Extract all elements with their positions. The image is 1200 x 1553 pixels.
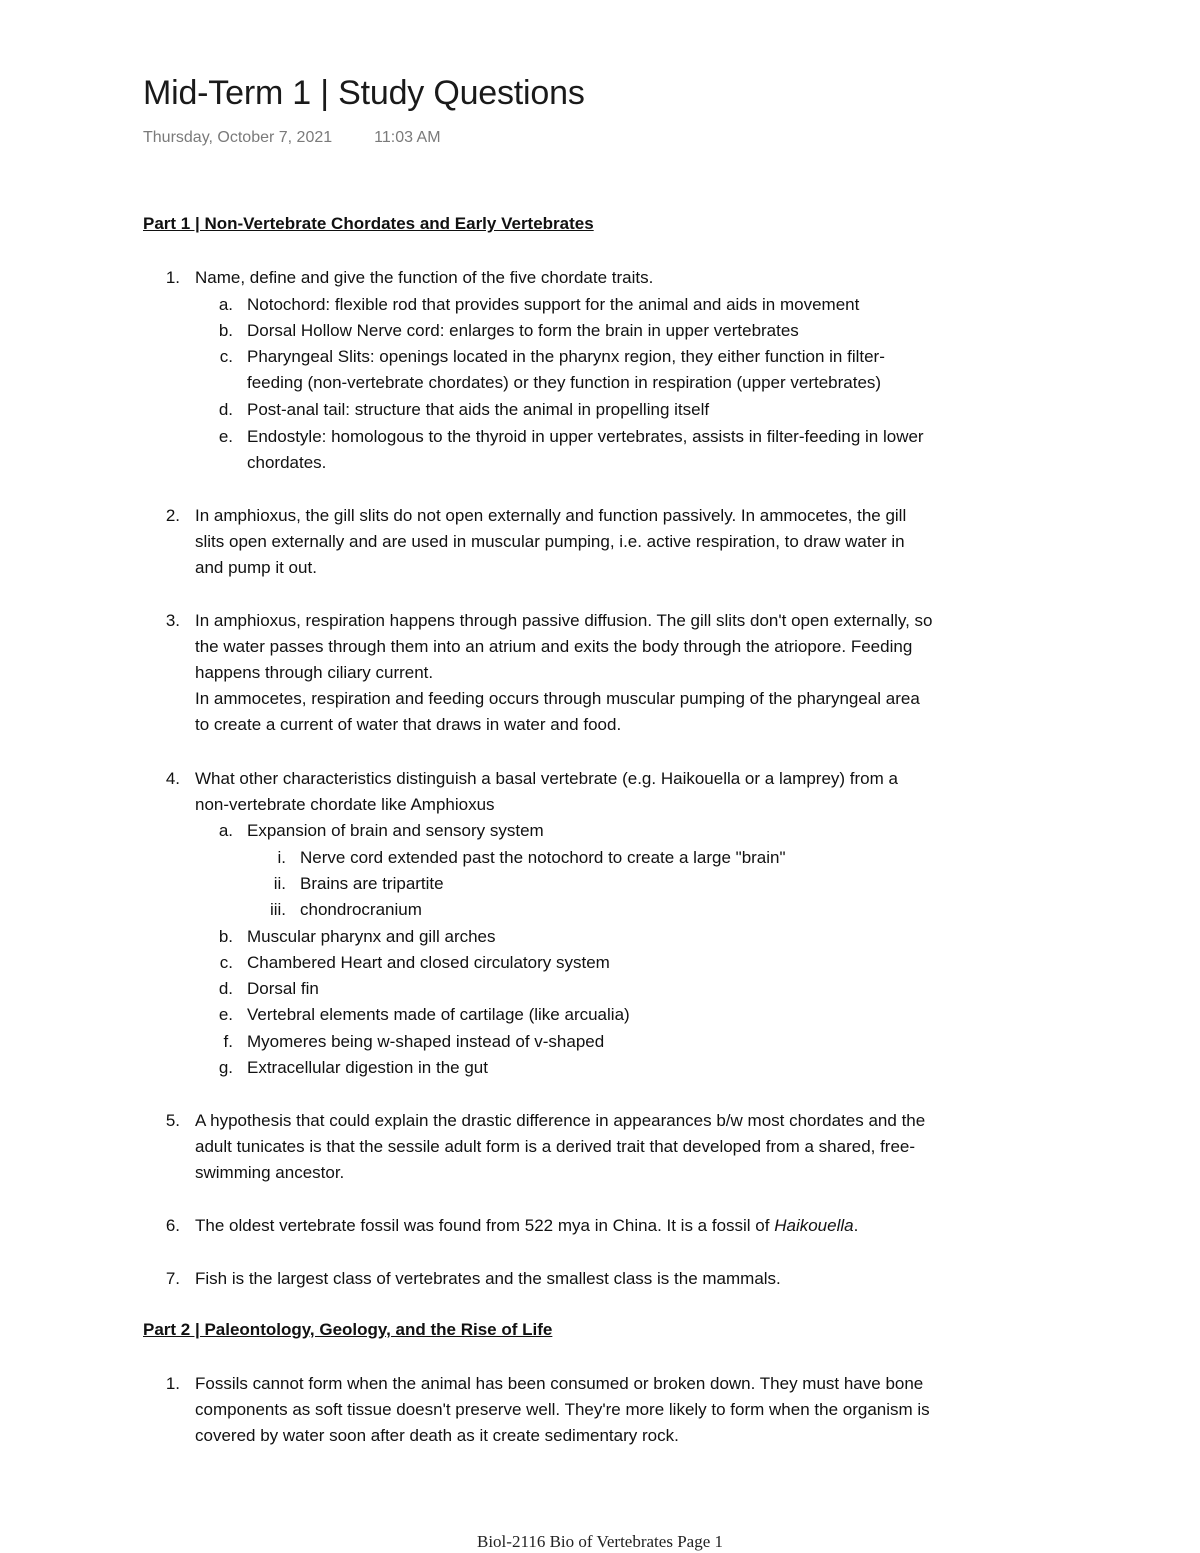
list-marker: b.: [218, 321, 233, 340]
answer-text: adult tunicates is that the sessile adult form is a derived trait that developed from a shared, free-: [195, 1137, 916, 1156]
list-item-text: chondrocranium: [300, 900, 422, 919]
list-item-text: Notochord: flexible rod that provides support for the animal and aids in movement: [247, 295, 860, 314]
list-marker: iii.: [269, 900, 286, 919]
list-marker: e.: [218, 427, 233, 446]
answer-text: Fossils cannot form when the animal has been consumed or broken down. They must have bone: [195, 1374, 924, 1393]
list-number: 1.: [165, 1374, 180, 1393]
answer-text: slits open externally and are used in muscular pumping, i.e. active respiration, to draw water in: [195, 532, 905, 551]
list-marker: g.: [218, 1058, 233, 1077]
list-item-text: Brains are tripartite: [300, 874, 444, 893]
answer-text: [195, 1213, 858, 1239]
list-marker: d.: [218, 979, 233, 998]
species-name: Haikouella: [774, 1216, 854, 1235]
list-item-text: Dorsal Hollow Nerve cord: enlarges to form the brain in upper vertebrates: [247, 321, 799, 340]
list-marker: e.: [218, 1005, 233, 1024]
answer-text: Fish is the largest class of vertebrates and the smallest class is the mammals.: [195, 1269, 781, 1288]
part2-heading: Part 2 | Paleontology, Geology, and the Rise of Life: [143, 1320, 553, 1339]
answer-text: swimming ancestor.: [195, 1163, 345, 1182]
answer-text: In amphioxus, the gill slits do not open externally and function passively. In ammocetes, the gill: [195, 506, 907, 525]
answer-text: components as soft tissue doesn't preserve well. They're more likely to form when the organism is: [195, 1400, 930, 1419]
list-item-text: Extracellular digestion in the gut: [247, 1058, 488, 1077]
page-title: Mid-Term 1 | Study Questions: [143, 74, 585, 112]
list-item-text: Nerve cord extended past the notochord to create a large "brain": [300, 848, 786, 867]
list-number: 1.: [165, 268, 180, 287]
list-item-text: Dorsal fin: [247, 979, 319, 998]
list-marker: a.: [218, 295, 233, 314]
list-marker: a.: [218, 821, 233, 840]
answer-text: In amphioxus, respiration happens through passive diffusion. The gill slits don't open externally, so: [195, 611, 933, 630]
list-marker: f.: [223, 1032, 233, 1051]
list-item-text: Pharyngeal Slits: openings located in the pharynx region, they either function in filter-: [247, 347, 885, 366]
question-text: Name, define and give the function of the five chordate traits.: [195, 268, 654, 287]
list-item-text: Chambered Heart and closed circulatory system: [247, 953, 610, 972]
list-number: 7.: [165, 1269, 180, 1288]
list-marker: ii.: [273, 874, 286, 893]
list-item-text: Myomeres being w-shaped instead of v-shaped: [247, 1032, 605, 1051]
list-marker: b.: [218, 927, 233, 946]
list-item-text: chordates.: [247, 453, 327, 472]
answer-text: happens through ciliary current.: [195, 663, 434, 682]
list-item-text: Post-anal tail: structure that aids the animal in propelling itself: [247, 400, 710, 419]
list-number: 6.: [165, 1216, 180, 1235]
page-meta: [143, 129, 441, 147]
question-text: non-vertebrate chordate like Amphioxus: [195, 795, 495, 814]
answer-text: to create a current of water that draws in water and food.: [195, 715, 622, 734]
list-marker: d.: [218, 400, 233, 419]
page-footer: Biol-2116 Bio of Vertebrates Page 1: [477, 1532, 723, 1551]
list-item-text: feeding (non-vertebrate chordates) or they function in respiration (upper vertebrates): [247, 373, 882, 392]
answer-text: the water passes through them into an atrium and exits the body through the atriopore. Feeding: [195, 637, 913, 656]
list-marker: c.: [219, 953, 233, 972]
answer-text: In ammocetes, respiration and feeding occurs through muscular pumping of the pharyngeal area: [195, 689, 920, 708]
list-item-text: Expansion of brain and sensory system: [247, 821, 544, 840]
page-time: 11:03 AM: [374, 129, 441, 146]
answer-text: covered by water soon after death as it create sedimentary rock.: [195, 1426, 679, 1445]
answer-text-end: .: [853, 1216, 859, 1235]
answer-text: and pump it out.: [195, 558, 317, 577]
list-marker: i.: [277, 848, 286, 867]
list-item-text: Endostyle: homologous to the thyroid in upper vertebrates, assists in filter-feeding in lower: [247, 427, 924, 446]
part1-heading: Part 1 | Non-Vertebrate Chordates and Early Vertebrates: [143, 214, 594, 233]
list-item-text: Vertebral elements made of cartilage (like arcualia): [247, 1005, 630, 1024]
list-number: 5.: [165, 1111, 180, 1130]
page-date: Thursday, October 7, 2021: [143, 129, 333, 146]
answer-text-main: The oldest vertebrate fossil was found from 522 mya in China. It is a fossil of: [195, 1216, 775, 1235]
list-number: 3.: [165, 611, 180, 630]
list-number: 2.: [165, 506, 180, 525]
list-item-text: Muscular pharynx and gill arches: [247, 927, 496, 946]
answer-text: A hypothesis that could explain the drastic difference in appearances b/w most chordates and the: [195, 1111, 926, 1130]
list-number: 4.: [165, 769, 180, 788]
question-text: What other characteristics distinguish a basal vertebrate (e.g. Haikouella or a lamprey) from a: [195, 769, 898, 788]
list-marker: c.: [219, 347, 233, 366]
